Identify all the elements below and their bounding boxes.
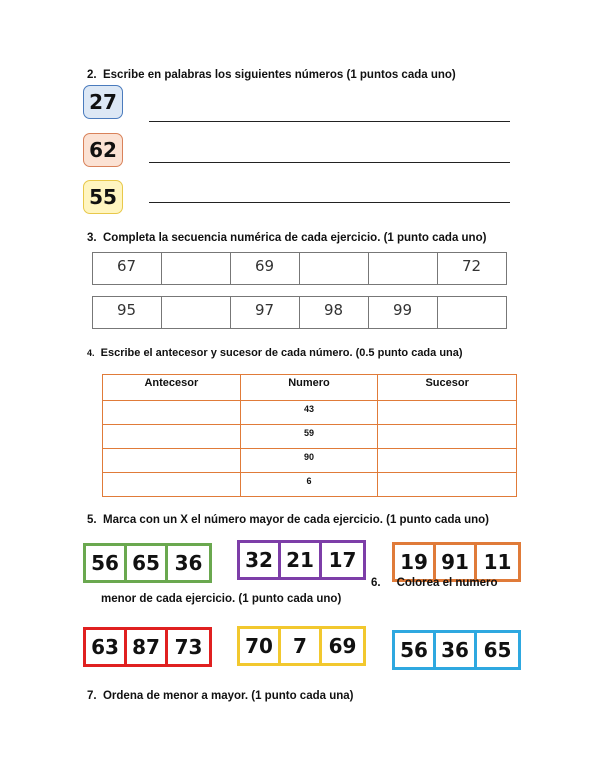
- table-header-row: [103, 375, 517, 401]
- number-strip-smallest-3: [392, 630, 521, 670]
- predecessor-successor-table: [102, 374, 517, 497]
- number-cell[interactable]: 73: [174, 635, 203, 659]
- section-number: 5.: [87, 514, 97, 526]
- antecesor-cell[interactable]: [103, 425, 241, 449]
- number-cell[interactable]: 56: [86, 546, 127, 580]
- number-cell[interactable]: 65: [483, 638, 512, 662]
- antecesor-cell[interactable]: [103, 449, 241, 473]
- section-title: Completa la secuencia numérica de cada ejercicio. (1 punto cada uno): [102, 232, 487, 244]
- section-3-heading: [87, 232, 486, 244]
- sequence-cell[interactable]: 98: [300, 297, 369, 329]
- number-strip-smallest-1: [83, 627, 212, 667]
- sequence-cell[interactable]: 99: [369, 297, 438, 329]
- number-cell[interactable]: 17: [328, 548, 357, 572]
- number-cell[interactable]: 87: [127, 630, 168, 664]
- number-cell: 59: [240, 425, 378, 449]
- section-number: 2.: [87, 69, 97, 81]
- number-cell[interactable]: 11: [483, 550, 512, 574]
- section-6-heading-continued: [101, 593, 341, 605]
- number-strip-largest-3: [392, 542, 521, 582]
- section-title-part1: Colorea el numero: [396, 577, 498, 589]
- number-cell[interactable]: 63: [86, 630, 127, 664]
- sequence-cell[interactable]: 97: [231, 297, 300, 329]
- number-cell[interactable]: 36: [174, 551, 203, 575]
- number-strip-largest-2: [237, 540, 366, 580]
- table-row: [103, 401, 517, 425]
- sucesor-cell[interactable]: [378, 473, 517, 497]
- number-cell: 43: [240, 401, 378, 425]
- section-number: 3.: [87, 232, 97, 244]
- number-cell[interactable]: 65: [127, 546, 168, 580]
- section-4-heading: [87, 347, 463, 359]
- table-row: [103, 425, 517, 449]
- number-box-value: 55: [89, 185, 117, 209]
- sequence-cell[interactable]: [438, 297, 507, 329]
- sucesor-cell[interactable]: [378, 449, 517, 473]
- answer-line[interactable]: [149, 162, 510, 163]
- number-cell: 6: [240, 473, 378, 497]
- antecesor-cell[interactable]: [103, 473, 241, 497]
- number-cell[interactable]: 32: [240, 543, 281, 577]
- sequence-cell[interactable]: 72: [438, 253, 507, 285]
- table-row: [103, 449, 517, 473]
- section-7-heading: [87, 690, 354, 702]
- sequence-cell[interactable]: [369, 253, 438, 285]
- number-cell[interactable]: 56: [395, 633, 436, 667]
- number-cell[interactable]: 19: [395, 545, 436, 579]
- column-header: Antecesor: [103, 375, 241, 401]
- number-cell[interactable]: 70: [240, 629, 281, 663]
- section-title: Escribe el antecesor y sucesor de cada número. (0.5 punto cada una): [100, 347, 463, 359]
- section-number: 6.: [371, 577, 381, 589]
- section-number: 4.: [87, 348, 95, 358]
- number-cell[interactable]: 36: [436, 633, 477, 667]
- table-row: [93, 297, 507, 329]
- sequence-cell[interactable]: [300, 253, 369, 285]
- number-cell[interactable]: 21: [281, 543, 322, 577]
- sequence-cell[interactable]: 67: [93, 253, 162, 285]
- number-strip-largest-1: [83, 543, 212, 583]
- sequence-cell[interactable]: 69: [231, 253, 300, 285]
- sucesor-cell[interactable]: [378, 401, 517, 425]
- section-title: Ordena de menor a mayor. (1 punto cada una): [102, 690, 354, 702]
- section-5-heading: [87, 514, 489, 526]
- section-title: Marca con un X el número mayor de cada ejercicio. (1 punto cada uno): [102, 514, 489, 526]
- sequence-table-1: [92, 252, 507, 285]
- number-box: [83, 85, 123, 119]
- sequence-cell[interactable]: 95: [93, 297, 162, 329]
- column-header: Numero: [240, 375, 378, 401]
- sequence-cell[interactable]: [162, 297, 231, 329]
- column-header: Sucesor: [378, 375, 517, 401]
- antecesor-cell[interactable]: [103, 401, 241, 425]
- number-box: [83, 133, 123, 167]
- number-cell[interactable]: 7: [281, 629, 322, 663]
- table-row: [103, 473, 517, 497]
- number-box-value: 27: [89, 90, 117, 114]
- number-cell: 90: [240, 449, 378, 473]
- number-box: [83, 180, 123, 214]
- section-title-part2: menor de cada ejercicio. (1 punto cada uno): [101, 593, 342, 605]
- table-row: [93, 253, 507, 285]
- number-cell[interactable]: 69: [328, 634, 357, 658]
- answer-line[interactable]: [149, 121, 510, 122]
- section-number: 7.: [87, 690, 97, 702]
- number-box-value: 62: [89, 138, 117, 162]
- sucesor-cell[interactable]: [378, 425, 517, 449]
- section-title: Escribe en palabras los siguientes números (1 puntos cada uno): [102, 69, 456, 81]
- number-strip-smallest-2: [237, 626, 366, 666]
- sequence-cell[interactable]: [162, 253, 231, 285]
- section-2-heading: [87, 69, 456, 81]
- sequence-table-2: [92, 296, 507, 329]
- answer-line[interactable]: [149, 202, 510, 203]
- section-6-heading: [371, 577, 498, 589]
- number-cell[interactable]: 91: [436, 545, 477, 579]
